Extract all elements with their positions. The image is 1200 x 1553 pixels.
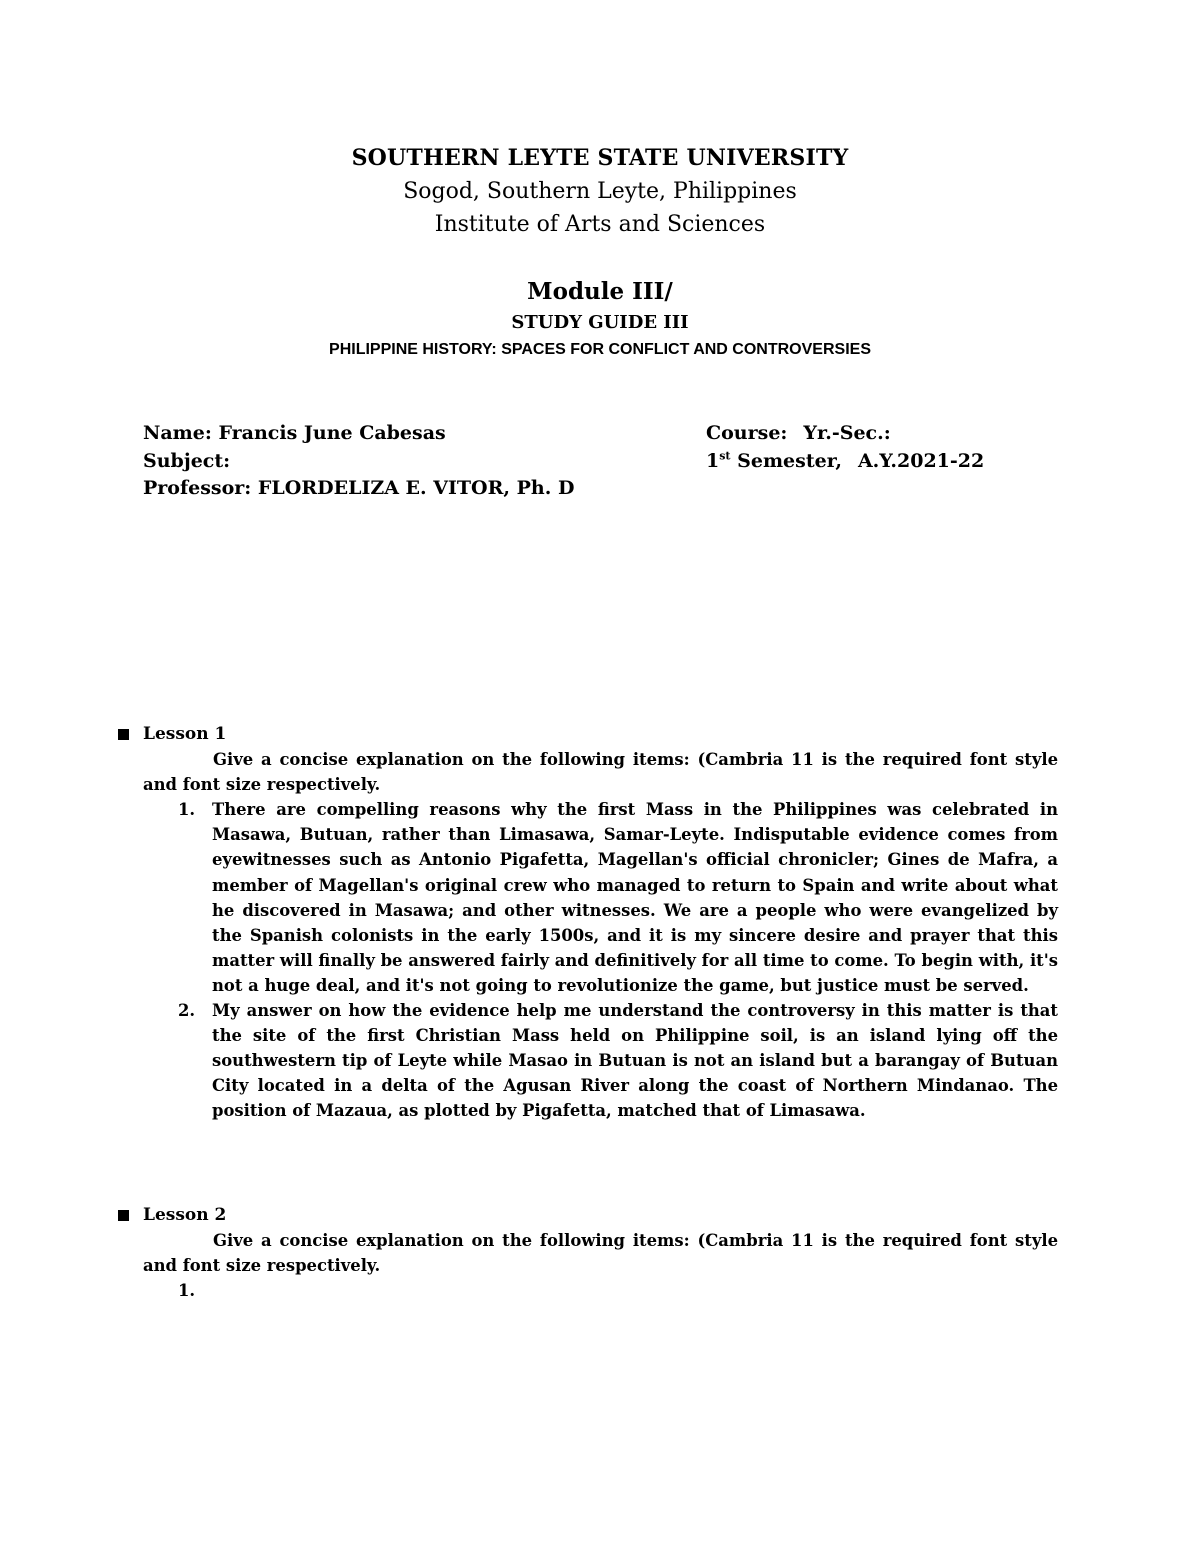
university-address: Sogod, Southern Leyte, Philippines (403, 179, 797, 204)
item-number: 2. (178, 1001, 196, 1021)
lesson-title: Lesson 2 (143, 1205, 227, 1225)
square-bullet-icon (118, 1210, 129, 1221)
semester-ordinal: st (719, 449, 731, 463)
semester-line (706, 448, 984, 476)
student-info-right (706, 420, 984, 475)
topic-title: PHILIPPINE HISTORY: SPACES FOR CONFLICT AND CONTROVERSIES (329, 341, 871, 358)
student-name: Name: Francis June Cabesas (143, 422, 446, 444)
institute-name: Institute of Arts and Sciences (434, 212, 766, 237)
lesson-instruction: Give a concise explanation on the following items: (Cambria 11 is the required font style and font size respectively. (143, 750, 1058, 795)
course-field: Course: (706, 422, 788, 444)
lesson-title: Lesson 1 (143, 724, 227, 744)
list-item (178, 1278, 1058, 1303)
subject-field: Subject: (143, 449, 231, 472)
semester-label: Semester, (730, 449, 842, 472)
lesson-section (118, 722, 1058, 1124)
semester-number: 1 (706, 449, 720, 472)
answer-list (118, 797, 1058, 1123)
item-number: 1. (178, 800, 196, 820)
item-text: There are compelling reasons why the first Mass in the Philippines was celebrated in Masawa, Butuan, rather than Limasawa, Samar-Leyte. Indisputable evidence comes from eyewitnesses such as Antonio Pigafetta, Magellan's official chronicler; Gines de Mafra, a member of Magellan's original crew who managed to return to Spain and write about what he discovered in Masawa; and other witnesses. We are a people who were evangelized by the Spanish colonists in the early 1500s, and it is my sincere desire and prayer that this matter will finally be answered fairly and definitively for all time to come. To begin with, it's not a huge deal, and it's not going to revolutionize the game, but justice must be served. (212, 800, 1058, 995)
lesson-heading (118, 722, 1058, 747)
square-bullet-icon (118, 729, 129, 740)
item-number: 1. (178, 1281, 196, 1301)
professor-field: Professor: FLORDELIZA E. VITOR, Ph. D (143, 477, 575, 499)
yr-sec-field: Yr.-Sec.: (803, 422, 891, 444)
lesson-instruction: Give a concise explanation on the following items: (Cambria 11 is the required font style and font size respectively. (143, 1231, 1058, 1276)
lesson-heading (118, 1203, 1058, 1228)
module-title: Module III/ (527, 278, 673, 305)
student-info-left (143, 420, 574, 503)
list-item (178, 797, 1058, 998)
lesson-section (118, 1203, 1058, 1303)
answer-list (118, 1278, 1058, 1303)
university-name: SOUTHERN LEYTE STATE UNIVERSITY (351, 145, 849, 171)
academic-year: A.Y.2021-22 (857, 449, 985, 472)
item-text: My answer on how the evidence help me understand the controversy in this matter is that the site of the first Christian Mass held on Philippine soil, is an island lying off the southwestern tip of Leyte while Masao in Butuan is not an island but a barangay of Butuan City located in a delta of the Agusan River along the coast of Northern Mindanao. The position of Mazaua, as plotted by Pigafetta, matched that of Limasawa. (212, 1001, 1058, 1121)
study-guide-title: STUDY GUIDE III (511, 312, 689, 333)
list-item (178, 998, 1058, 1123)
document-header (0, 142, 1200, 361)
